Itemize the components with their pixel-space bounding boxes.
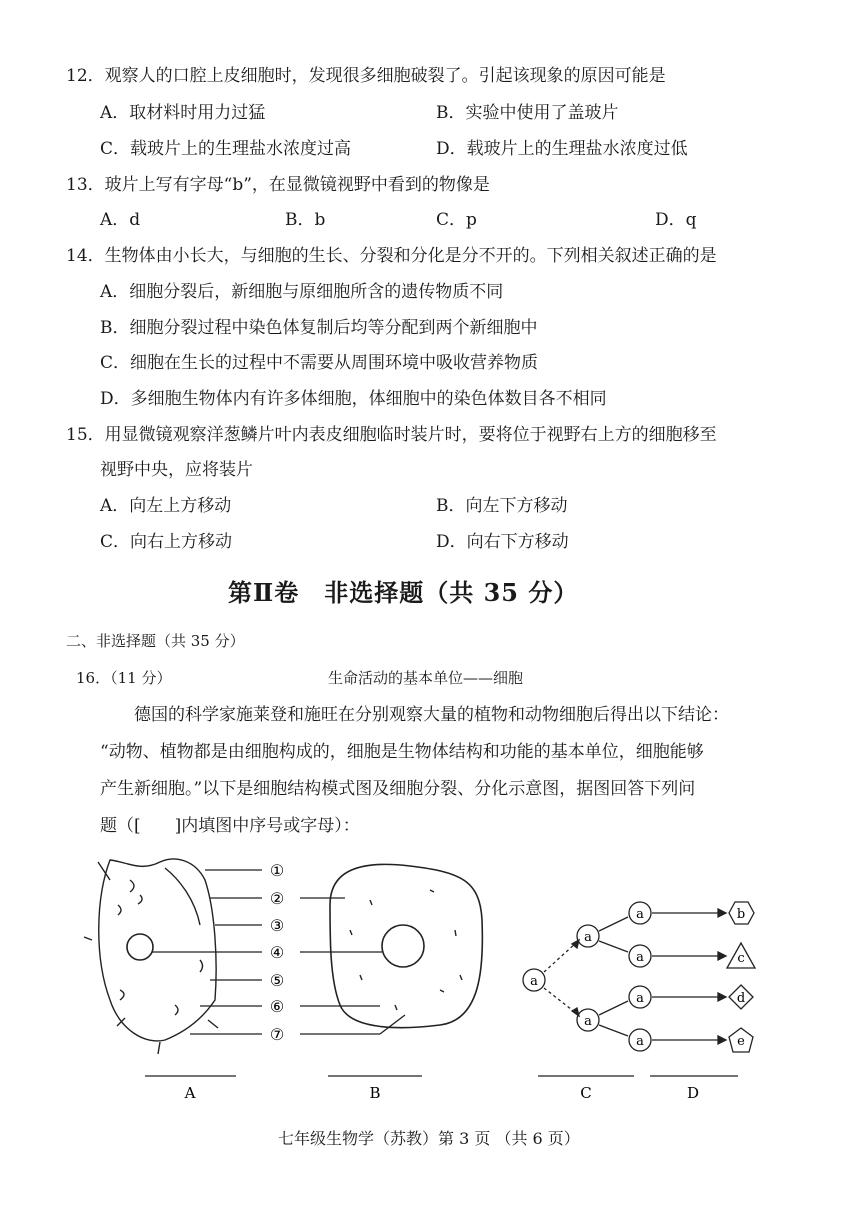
q15-option-a: A．向左上方移动 — [100, 496, 232, 516]
panel-label-a: A — [184, 1084, 196, 1102]
q13-option-a: A．d — [100, 210, 141, 230]
section-title: 第Ⅱ卷 非选择题（共 35 分） — [228, 578, 579, 607]
question-15-stem-line2: 视野中央，应将装片 — [100, 460, 253, 480]
label-num-1: ① — [269, 861, 285, 880]
cell-letter-a-1: a — [636, 907, 644, 922]
q13-option-d: D．q — [655, 210, 697, 230]
panel-label-c: C — [580, 1084, 592, 1102]
cell-b-nucleus — [382, 925, 424, 967]
cell-letter-e: e — [737, 1034, 745, 1049]
q16-text-line2: “动物、植物都是由细胞构成的，细胞是生物体结构和功能的基本单位，细胞能够 — [100, 742, 704, 762]
q16-text-line1: 德国的科学家施莱登和施旺在分别观察大量的植物和动物细胞后得出以下结论： — [134, 705, 729, 725]
cell-letter-a-3: a — [636, 991, 644, 1006]
label-num-4: ④ — [269, 943, 285, 962]
cell-letter-a-2: a — [636, 950, 644, 965]
question-16-topic: 生命活动的基本单位——细胞 — [328, 669, 524, 687]
cell-a-drawing — [84, 859, 218, 1054]
question-16-number: 16．（11 分） — [76, 669, 172, 687]
label-num-7: ⑦ — [269, 1025, 285, 1044]
cell-a-nucleus — [127, 934, 153, 960]
cell-letter-a-lower: a — [584, 1014, 592, 1029]
q14-option-d: D．多细胞生物体内有许多体细胞，体细胞中的染色体数目各不相同 — [100, 389, 607, 409]
question-13-stem: 13．玻片上写有字母“b”，在显微镜视野中看到的物像是 — [66, 175, 490, 195]
q16-text-line4: 题（[ ]内填图中序号或字母）： — [100, 816, 360, 836]
cell-letter-b: b — [736, 907, 746, 922]
cell-letter-a-root: a — [530, 974, 538, 989]
section-subtitle: 二、非选择题（共 35 分） — [66, 632, 245, 650]
cell-letter-a-upper: a — [584, 930, 592, 945]
division-diagram — [523, 902, 755, 1052]
q12-option-c: C．载玻片上的生理盐水浓度过高 — [100, 139, 352, 159]
cell-b-granules — [350, 890, 462, 1010]
panel-label-d: D — [686, 1084, 700, 1102]
question-14-stem: 14．生物体由小长大，与细胞的生长、分裂和分化是分不开的。下列相关叙述正确的是 — [66, 246, 717, 266]
cell-letter-a-4: a — [636, 1034, 644, 1049]
panel-label-b: B — [369, 1084, 381, 1102]
label-num-3: ③ — [269, 916, 285, 935]
q12-option-d: D．载玻片上的生理盐水浓度过低 — [436, 139, 688, 159]
label-num-6: ⑥ — [269, 997, 285, 1016]
q13-option-c: C．p — [436, 210, 477, 230]
q15-option-b: B．向左下方移动 — [436, 496, 568, 516]
q16-text-line3: 产生新细胞。”以下是细胞结构模式图及细胞分裂、分化示意图，据图回答下列问 — [100, 779, 696, 799]
q15-option-c: C．向右上方移动 — [100, 532, 233, 552]
cell-structure-figure — [0, 840, 867, 1110]
q14-option-a: A．细胞分裂后，新细胞与原细胞所含的遗传物质不同 — [100, 282, 504, 302]
question-15-stem: 15．用显微镜观察洋葱鳞片叶内表皮细胞临时装片时，要将位于视野右上方的细胞移至 — [66, 425, 717, 445]
q15-option-d: D．向右下方移动 — [436, 532, 569, 552]
q14-option-b: B．细胞分裂过程中染色体复制后均等分配到两个新细胞中 — [100, 318, 538, 338]
q13-option-b: B．b — [285, 210, 326, 230]
page-footer: 七年级生物学（苏教）第 3 页 （共 6 页） — [278, 1129, 580, 1148]
cell-b-membrane — [330, 864, 482, 1027]
q14-option-c: C．细胞在生长的过程中不需要从周围环境中吸收营养物质 — [100, 353, 539, 373]
label-num-5: ⑤ — [269, 971, 285, 990]
cell-letter-d: d — [736, 991, 746, 1006]
label-num-2: ② — [269, 889, 285, 908]
q12-option-b: B．实验中使用了盖玻片 — [436, 103, 619, 123]
cell-letter-c: c — [737, 951, 745, 966]
question-12-stem: 12．观察人的口腔上皮细胞时，发现很多细胞破裂了。引起该现象的原因可能是 — [66, 66, 666, 86]
q12-option-a: A．取材料时用力过猛 — [100, 103, 266, 123]
